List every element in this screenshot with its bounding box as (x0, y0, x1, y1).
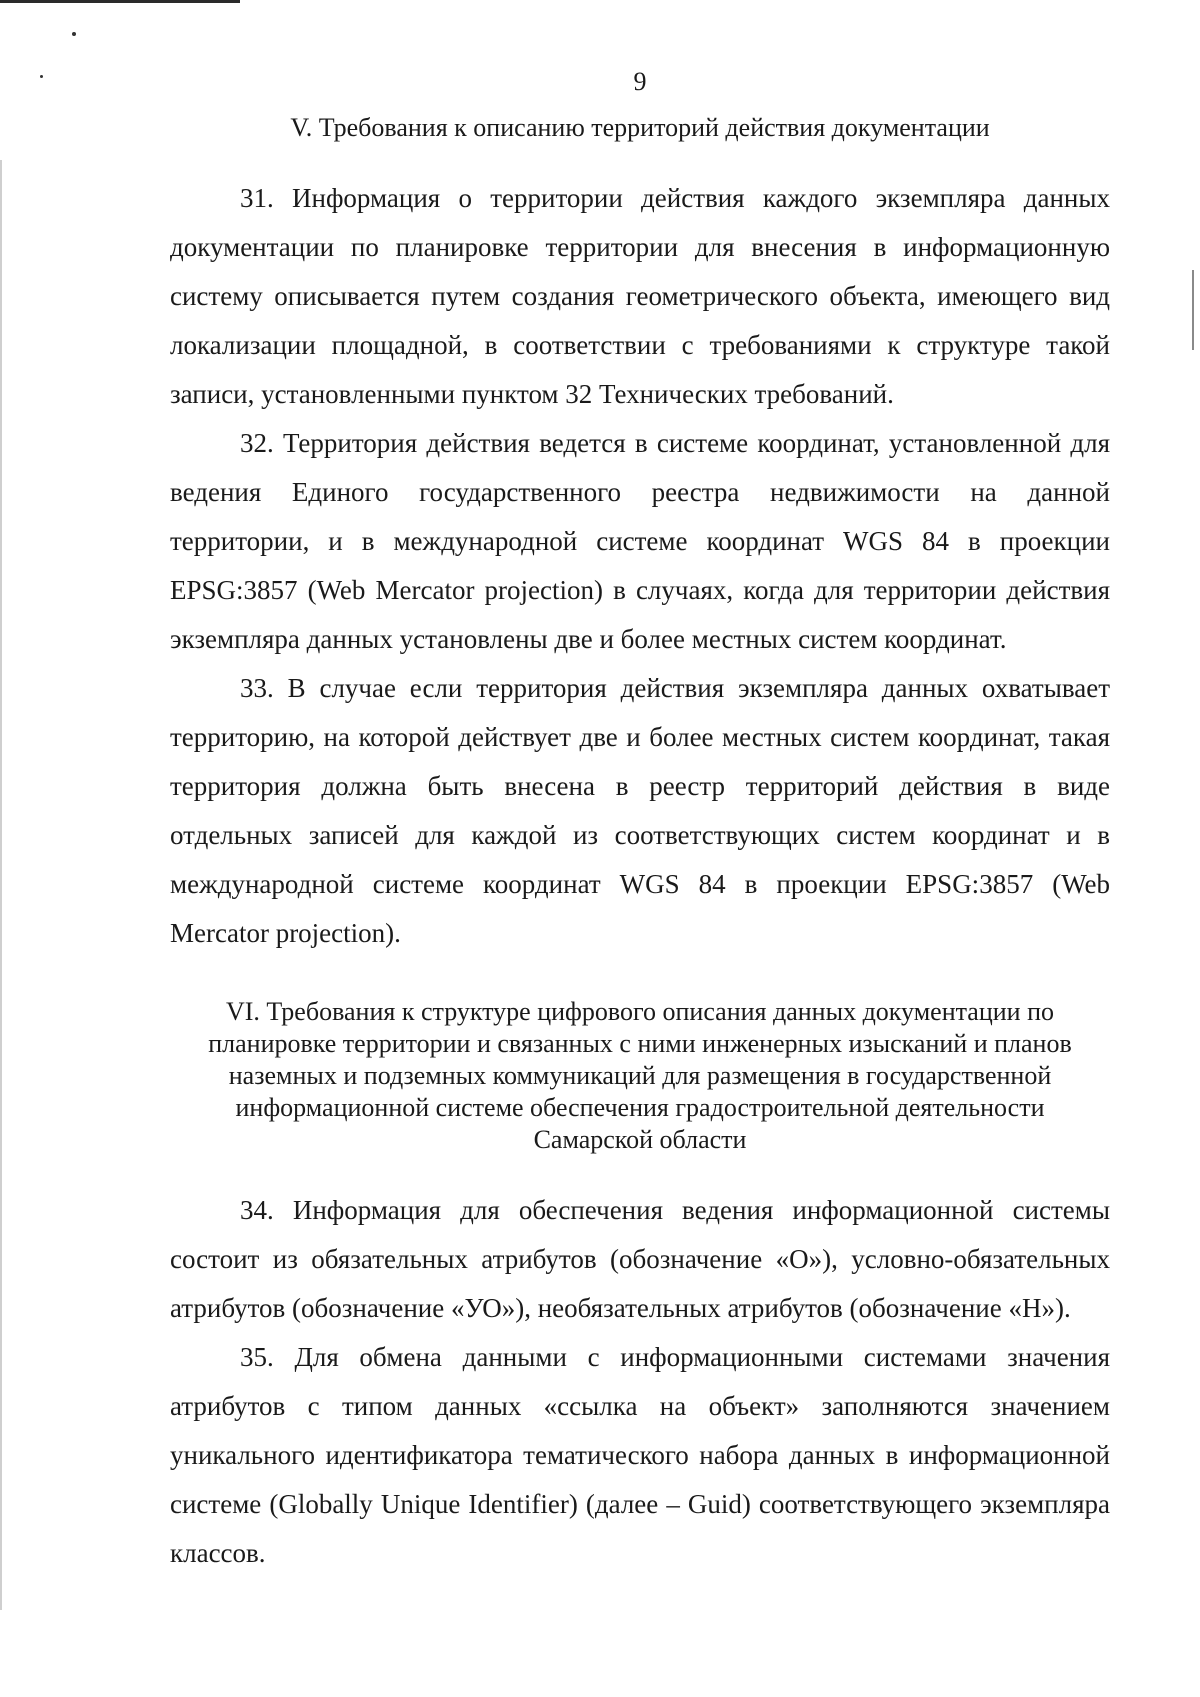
document-page (170, 62, 1110, 1578)
section-vi-title-line: планировке территории и связанных с ними инженерных изысканий и планов (208, 1029, 1072, 1058)
section-vi-title-line: VI. Требования к структуре цифрового описания данных документации по (225, 997, 1054, 1026)
scan-edge-left (0, 160, 2, 1610)
scan-speck (40, 75, 43, 78)
page-number: 9 (633, 67, 647, 96)
paragraph-31: 31. Информация о территории действия каждого экземпляра данных документации по планировке территории для внесения в информационную систему описывается путем создания геометрического объекта, имеющего вид локализации площадной, в соответствии с требованиями к структуре такой записи, установленными пунктом 32 Технических требований. (170, 183, 1110, 409)
paragraph-35: 35. Для обмена данными с информационными системами значения атрибутов с типом данных «ссылка на объект» заполняются значением уникального идентификатора тематического набора данных в информационной системе (Globally Unique Identifier) (далее – Guid) соответствующего экземпляра классов. (170, 1342, 1110, 1568)
section-vi-title-line: информационной системе обеспечения градостроительной деятельности (235, 1093, 1045, 1122)
paragraph-33: 33. В случае если территория действия экземпляра данных охватывает территорию, на которой действует две и более местных систем координат, такая территория должна быть внесена в реестр территорий действия в виде отдельных записей для каждой из соответствующих систем координат и в международной системе координат WGS 84 в проекции EPSG:3857 (Web Mercator projection). (170, 673, 1110, 948)
paragraph-32: 32. Территория действия ведется в системе координат, установленной для ведения Единого государственного реестра недвижимости на данной территории, и в международной системе координат WGS 84 в проекции EPSG:3857 (Web Mercator projection) в случаях, когда для территории действия экземпляра данных установлены две и более местных систем координат. (170, 428, 1110, 654)
paragraph-34: 34. Информация для обеспечения ведения информационной системы состоит из обязательных атрибутов (обозначение «О»), условно-обязательных атрибутов (обозначение «УО»), необязательных атрибутов (обозначение «Н»). (170, 1195, 1110, 1323)
scan-edge-top (0, 0, 240, 3)
section-vi-title-line: Самарской области (533, 1125, 747, 1154)
section-vi-title-line: наземных и подземных коммуникаций для размещения в государственной (228, 1061, 1052, 1090)
scan-speck (72, 32, 76, 36)
section-vi-title (170, 996, 1110, 1156)
section-v-title: V. Требования к описанию территорий действия документации (290, 113, 990, 142)
scan-edge-right (1192, 270, 1194, 350)
